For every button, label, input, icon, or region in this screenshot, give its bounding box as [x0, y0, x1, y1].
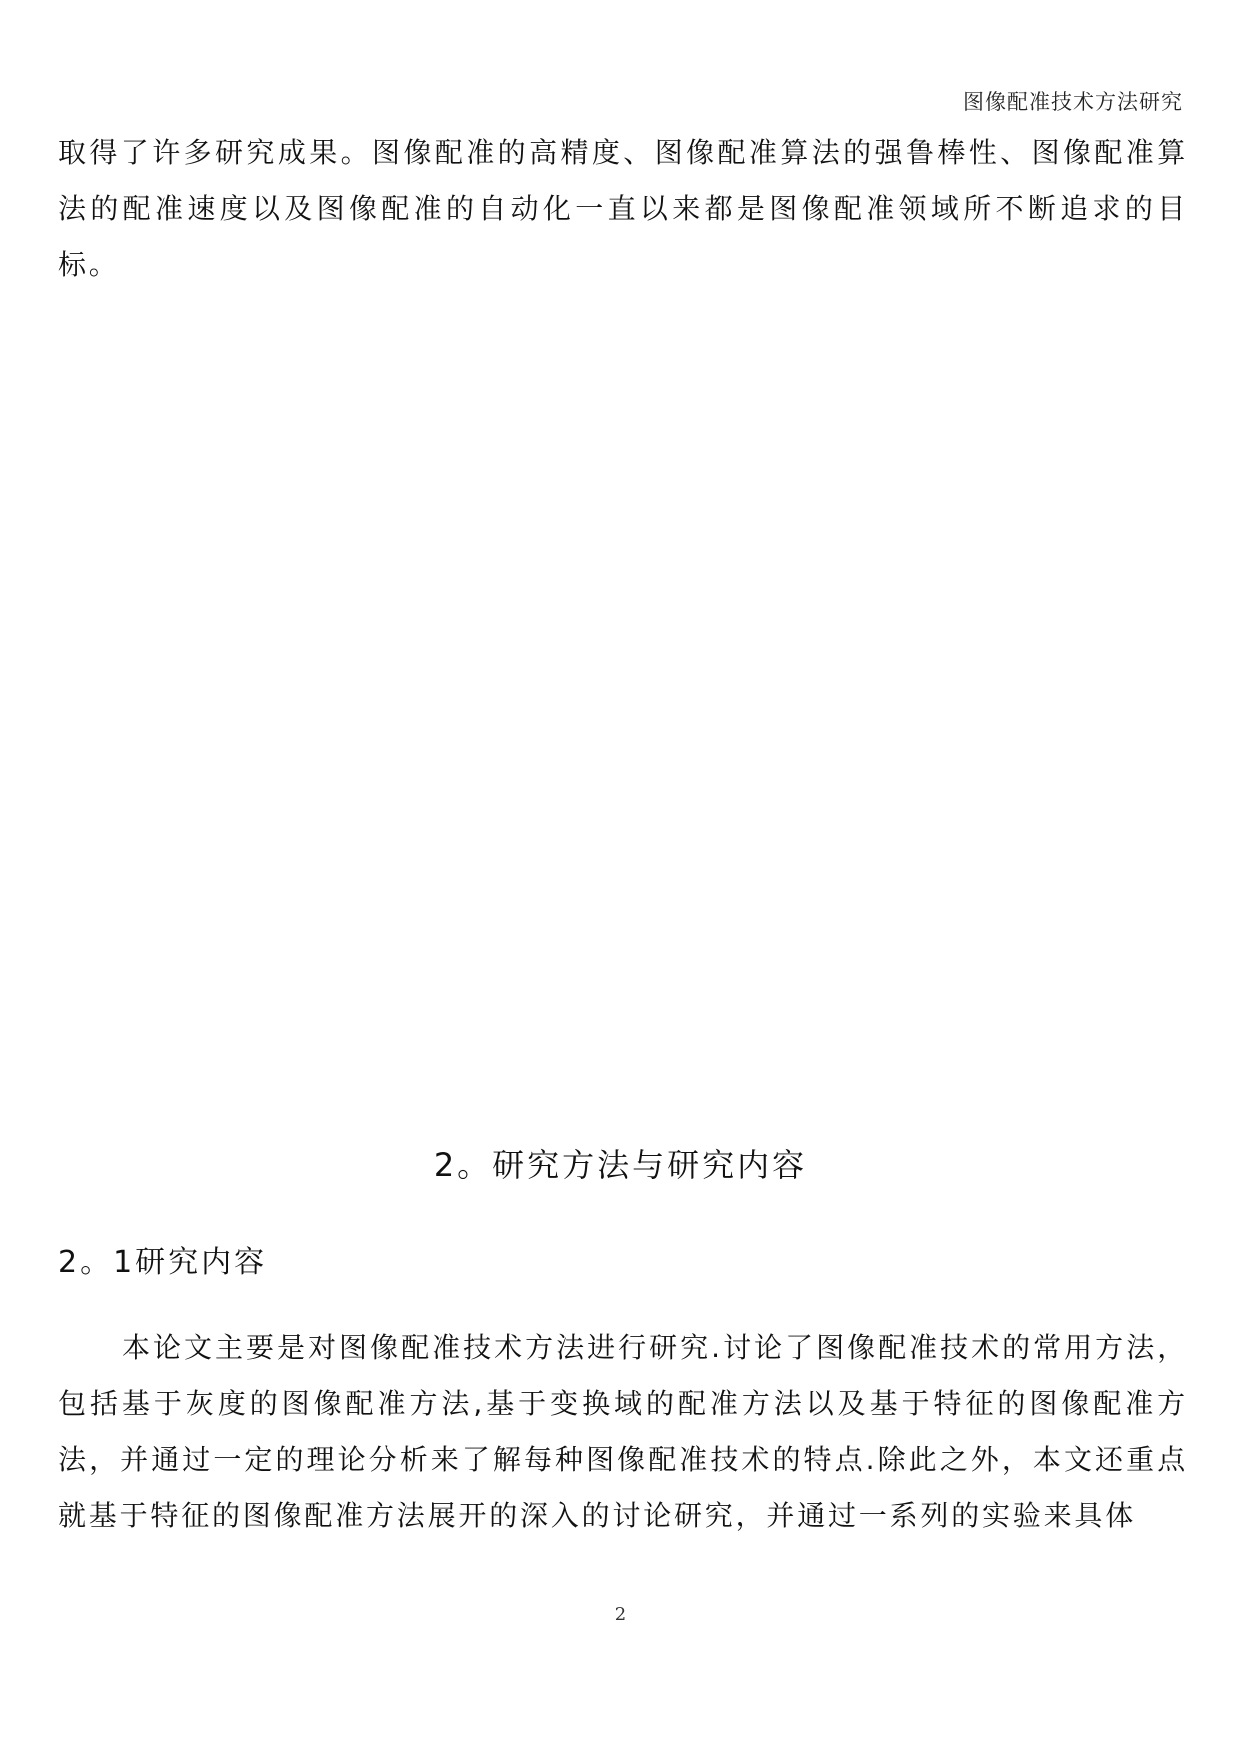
running-header: 图像配准技术方法研究: [963, 90, 1183, 114]
section-heading: 2。研究方法与研究内容: [433, 1146, 808, 1184]
intro-paragraph: 本论文主要是对图像配准技术方法进行研究.讨论了图像配准技术的常用方法，包括基于灰度的图像配准方法,基于变换域的配准方法以及基于特征的图像配准方法，并通过一定的理论分析来了解每种图像配准技术的特点.除此之外，本文还重点就基于特征的图像配准方法展开的深入的讨论研究，并通过一系列的实验来具体: [58, 1331, 1188, 1532]
page-number: 2: [614, 1604, 627, 1625]
subsection-heading: 2。1研究内容: [58, 1245, 268, 1280]
continued-paragraph: 取得了许多研究成果。图像配准的高精度、图像配准算法的强鲁棒性、图像配准算法的配准速度以及图像配准的自动化一直以来都是图像配准领域所不断追求的目标。: [58, 136, 1188, 281]
